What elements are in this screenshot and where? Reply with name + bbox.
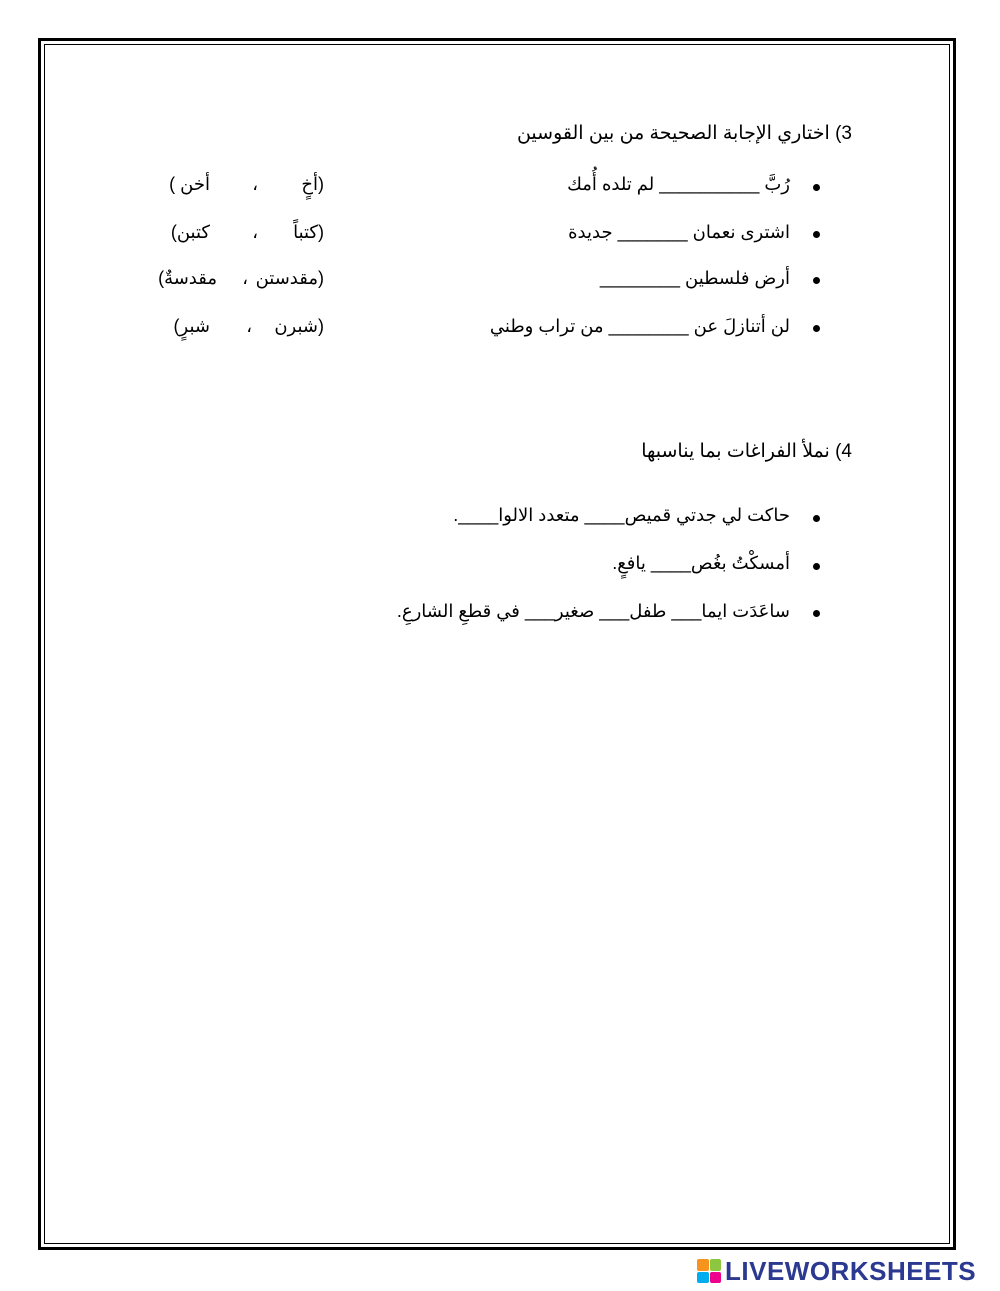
section3-option-3b[interactable]: مقدسةٌ): [158, 268, 217, 288]
bullet-icon: [813, 184, 820, 191]
section3-heading: 3) اختاري الإجابة الصحيحة من بين القوسين: [516, 123, 852, 144]
section3-option-4a[interactable]: (شبرن: [274, 316, 324, 336]
liveworksheets-logo: [697, 1257, 976, 1285]
section3-option-2a[interactable]: (كتباً: [293, 222, 324, 242]
bullet-icon: [813, 515, 820, 522]
section3-sentence-4: لن أتنازلَ عن ________ من تراب وطني: [489, 316, 790, 336]
section3-separator-2: ،: [252, 222, 258, 242]
section3-option-1a[interactable]: (أخٍ: [301, 174, 324, 194]
section4-heading: 4) نملأ الفراغات بما يناسبها: [641, 441, 852, 462]
logo-mark-icon: [697, 1259, 721, 1283]
section3-option-3a[interactable]: (مقدستن: [255, 268, 324, 288]
section4-sentence-1: حاكت لي جدتي قميص____ متعدد الالوا____.: [453, 505, 790, 525]
section3-sentence-2: اشترى نعمان _______ جديدة: [568, 222, 790, 242]
logo-text: LIVEWORKSHEETS: [725, 1255, 977, 1286]
section3-separator-4: ،: [246, 316, 252, 336]
bullet-icon: [813, 231, 820, 238]
section3-option-2b[interactable]: كتبن): [170, 222, 210, 242]
section3-sentence-3: أرض فلسطين ________: [599, 268, 790, 288]
bullet-icon: [813, 325, 820, 332]
section4-sentence-3: ساعَدَت ايما___ طفل___ صغير___ في قطعِ الشارعِ.: [396, 601, 790, 621]
section3-separator-3: ،: [242, 268, 248, 288]
bullet-icon: [813, 563, 820, 570]
bullet-icon: [813, 610, 820, 617]
bullet-icon: [813, 277, 820, 284]
section3-option-4b[interactable]: شبرٍ): [173, 316, 210, 336]
section3-sentence-1: رُبَّ __________ لم تلده أُمك: [567, 174, 790, 194]
section4-sentence-2: أمسكْتُ بغُص____ يافعٍ.: [612, 553, 790, 573]
section3-option-1b[interactable]: أخن ): [169, 174, 210, 194]
section3-separator-1: ،: [252, 174, 258, 194]
